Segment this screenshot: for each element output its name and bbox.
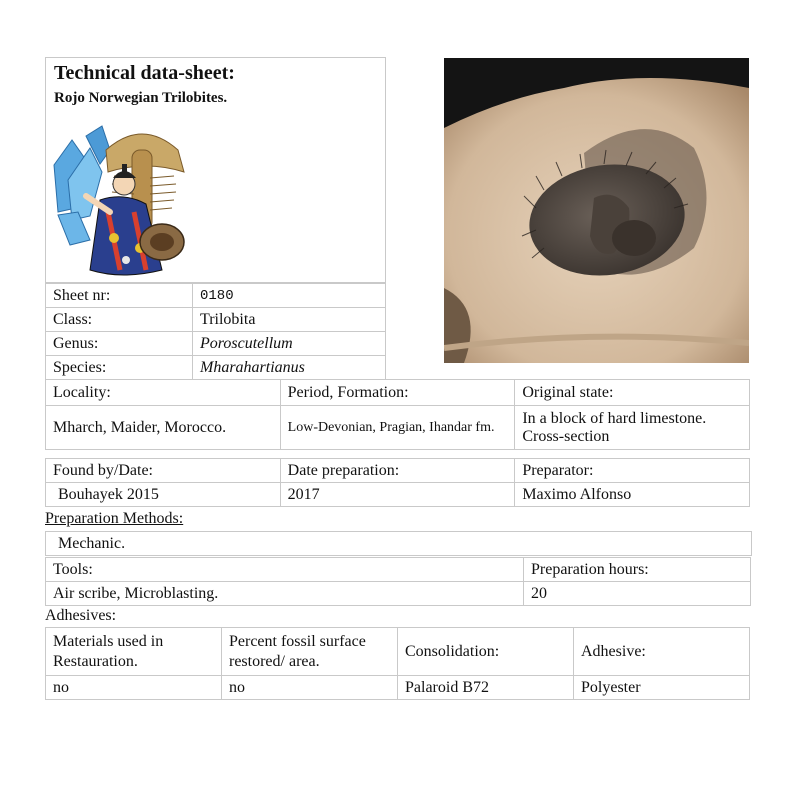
table-row	[46, 582, 751, 606]
locality-label: Locality:	[46, 380, 281, 406]
preparation-methods-heading: Preparation Methods:	[45, 510, 184, 527]
percent-restored-label: Percent fossil surface restored/ area.	[222, 628, 398, 676]
locality-value: Mharch, Maider, Morocco.	[46, 406, 281, 450]
table-row	[46, 676, 750, 700]
genus-label: Genus:	[46, 332, 193, 356]
table-row	[46, 356, 386, 380]
consolidation-label: Consolidation:	[398, 628, 574, 676]
page-title: Technical data-sheet:	[54, 62, 235, 84]
percent-restored-value: no	[222, 676, 398, 700]
found-label: Found by/Date:	[46, 459, 281, 483]
adhesives-table	[45, 627, 750, 700]
table-row	[46, 483, 750, 507]
class-label: Class:	[46, 308, 193, 332]
table-row	[46, 406, 750, 450]
preparator-label: Preparator:	[515, 459, 750, 483]
table-row	[46, 558, 751, 582]
table-row	[46, 308, 386, 332]
preparation-hours-value: 20	[524, 582, 751, 606]
table-row	[46, 532, 752, 556]
specimen-info-table	[45, 283, 386, 380]
state-label: Original state:	[515, 380, 750, 406]
sheet-nr-value: 0180	[193, 284, 386, 308]
table-row	[46, 284, 386, 308]
tools-label: Tools:	[46, 558, 524, 582]
locality-table	[45, 379, 750, 450]
species-value: Mharahartianus	[193, 356, 386, 380]
fossil-photo	[444, 58, 749, 363]
tools-table	[45, 557, 751, 606]
table-row	[46, 628, 750, 676]
preparator-value: Maximo Alfonso	[515, 483, 750, 507]
preparation-hours-label: Preparation hours:	[524, 558, 751, 582]
preparation-method-value: Mechanic.	[46, 532, 752, 556]
class-value: Trilobita	[193, 308, 386, 332]
found-value: Bouhayek 2015	[46, 483, 281, 507]
materials-value: no	[46, 676, 222, 700]
consolidation-value: Palaroid B72	[398, 676, 574, 700]
table-row	[46, 380, 750, 406]
adhesive-label: Adhesive:	[574, 628, 750, 676]
date-preparation-value: 2017	[280, 483, 515, 507]
period-value: Low-Devonian, Pragian, Ihandar fm.	[280, 406, 515, 450]
table-row	[46, 459, 750, 483]
materials-label: Materials used in Restauration.	[46, 628, 222, 676]
trilobite-samurai-logo	[50, 120, 192, 280]
period-label: Period, Formation:	[280, 380, 515, 406]
tools-value: Air scribe, Microblasting.	[46, 582, 524, 606]
table-row	[46, 332, 386, 356]
species-label: Species:	[46, 356, 193, 380]
genus-value: Poroscutellum	[193, 332, 386, 356]
found-table	[45, 458, 750, 507]
date-preparation-label: Date preparation:	[280, 459, 515, 483]
adhesives-heading: Adhesives:	[45, 607, 117, 624]
page-subtitle: Rojo Norwegian Trilobites.	[54, 90, 228, 106]
adhesive-value: Polyester	[574, 676, 750, 700]
sheet-nr-label: Sheet nr:	[46, 284, 193, 308]
state-value: In a block of hard limestone. Cross-section	[515, 406, 750, 450]
preparation-method-table	[45, 531, 752, 556]
